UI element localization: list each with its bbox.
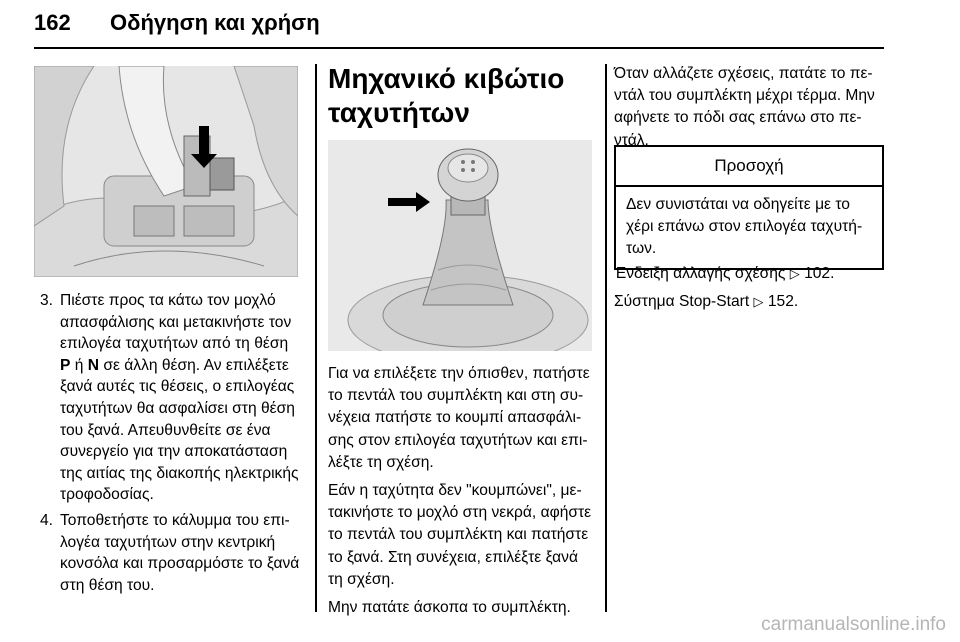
gear-lever-illustration	[328, 140, 592, 351]
page-ref-icon: ▷	[753, 294, 764, 310]
reference-gear-shift-indicator[interactable]	[614, 263, 886, 285]
paragraph: Μην πατάτε άσκοπα το συμπλέκτη.	[328, 599, 571, 617]
column-divider-2	[605, 64, 607, 612]
reference-text: Σύστημα Stop-Start	[614, 293, 750, 311]
list-item-text: ή	[70, 356, 88, 374]
page-ref-icon: ▷	[789, 266, 800, 281]
list-item-text: Πιέστε προς τα κάτω τον μοχλό απασφάλισης και μετακινήστε τον επιλογέα ταχυτήτων από τη θέση	[60, 292, 292, 353]
reference-page: 102.	[804, 265, 835, 282]
page-number: 162	[34, 10, 71, 35]
list-item-number: 4.	[40, 511, 54, 529]
right-intro	[614, 63, 886, 158]
middle-text	[328, 363, 594, 625]
reference-stop-start[interactable]	[614, 291, 886, 313]
column-divider-1	[315, 64, 317, 612]
caution-text: Δεν συνιστάται να οδηγείτε με το χέρι επάνω στον επιλογέα ταχυτήτων.	[626, 196, 863, 257]
paragraph: Εάν η ταχύτητα δεν "κουμπώνει", μετακινήστε το μοχλό στη νεκρά, αφήστε το πεντάλ του συμπλέκτη και πατήστε το ξανά. Στη συνέχεια, επιλέξτε ξανά τη σχέση.	[328, 482, 592, 588]
paragraph: Για να επιλέξετε την όπισθεν, πατήστε το πεντάλ του συμπλέκτη και στη συνέχεια πατήστε το κουμπί απασφάλισης στον επιλογέα ταχυτήτων και επιλέξτε τη σχέση.	[328, 365, 590, 471]
list-item	[34, 510, 300, 596]
reference-text: Ένδειξη αλλαγής σχέσης	[614, 265, 786, 282]
watermark: carmanualsonline.info	[761, 614, 946, 635]
list-item-text: σε άλλη θέση. Αν επιλέξετε ξανά αυτές τις θέσεις, ο επιλογέας ταχυτήτων θα ασφαλίσει στη θέση του ξανά. Απευθυνθείτε σε ένα συνεργείο για την αποκατάσταση της αιτίας της διακοπής ηλεκτρικής τροφοδοσίας.	[60, 356, 299, 504]
list-item	[34, 290, 300, 506]
reference-page: 152.	[767, 293, 799, 311]
caution-box	[614, 145, 884, 270]
page-header	[34, 10, 320, 36]
cross-references	[614, 263, 886, 319]
position-n: N	[87, 356, 100, 374]
list-item-number: 3.	[40, 292, 54, 309]
section-heading: Μηχανικό κιβώτιο ταχυτήτων	[328, 63, 565, 128]
caution-title: Προσοχή	[616, 147, 882, 187]
section-title: Οδήγηση και χρήση	[110, 10, 320, 35]
paragraph: Όταν αλλάζετε σχέσεις, πατάτε το πεντάλ του συμπλέκτη μέχρι τέρμα. Μην αφήνετε το πόδι σας επάνω στο πεντάλ.	[614, 65, 875, 149]
selector-cover-illustration	[34, 66, 298, 277]
instruction-list	[34, 290, 300, 600]
header-rule	[34, 47, 884, 49]
position-p: P	[60, 356, 71, 374]
list-item-text: Τοποθετήστε το κάλυμμα του επιλογέα ταχυτήτων στην κεντρική κονσόλα και προσαρμόστε το ξανά στη θέση του.	[60, 511, 300, 594]
